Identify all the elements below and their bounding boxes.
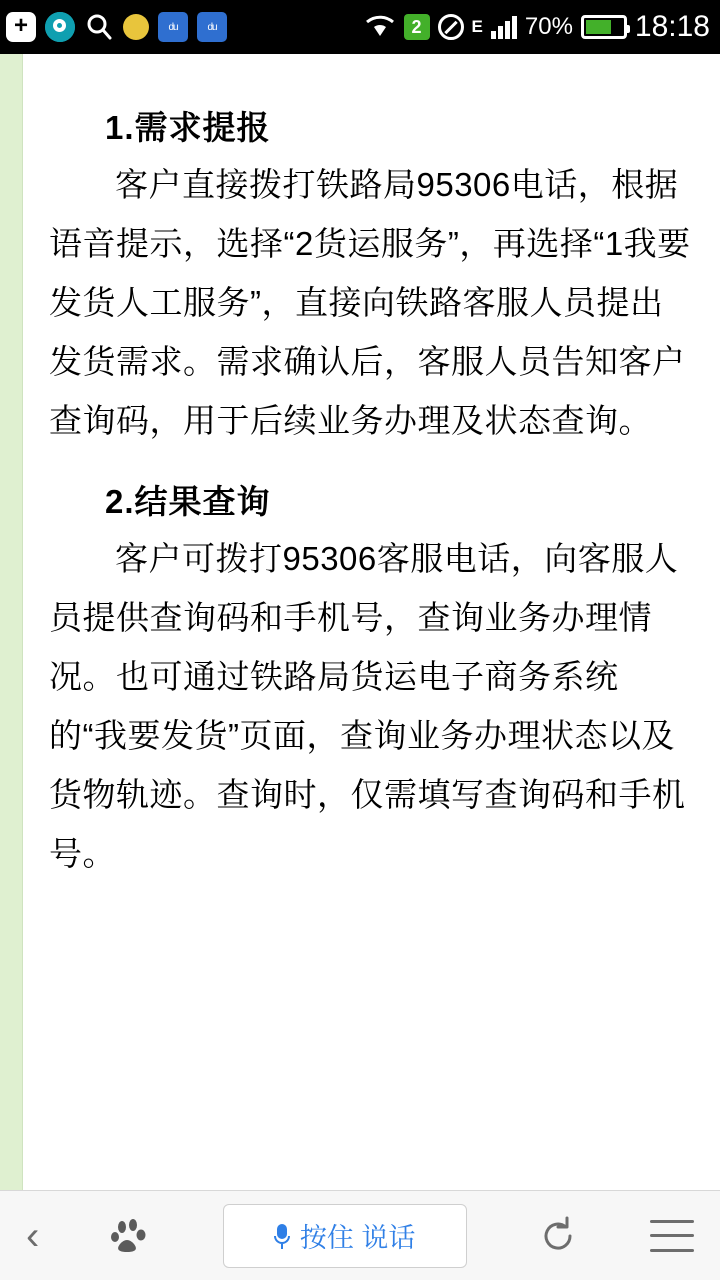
status-bar-left-icons [6, 12, 364, 42]
back-chevron-icon[interactable]: ‹ [26, 1213, 40, 1258]
battery-percent-label: 70% [524, 13, 573, 40]
signal-bars-icon [491, 15, 517, 39]
status-bar [0, 0, 720, 54]
section-2-title: 2.结果查询 [105, 483, 271, 520]
menu-icon[interactable] [650, 1220, 694, 1252]
battery-icon [581, 15, 627, 39]
section-1-title: 1.需求提报 [105, 109, 271, 146]
baidu-app-icon-2[interactable] [197, 12, 227, 42]
section-2-body: 客户可拨打95306客服电话，向客服人员提供查询码和手机号，查询业务办理情况。也可通过铁路局货运电子商务系统的“我要发货”页面，查询业务办理状态以及货物轨迹。查询时，仅需填写查询码和手机号。 [49, 540, 686, 872]
search-icon[interactable] [84, 12, 114, 42]
hold-to-speak-button[interactable] [223, 1204, 467, 1268]
add-icon[interactable]: + [6, 12, 36, 42]
baidu-app-icon-2-label: du [207, 22, 217, 33]
hold-to-speak-label: 按住 说话 [299, 1223, 416, 1253]
article-content [23, 54, 720, 1190]
baidu-app-icon-label: du [168, 22, 178, 33]
do-not-disturb-icon [438, 14, 464, 40]
left-accent-strip [0, 54, 23, 1190]
baidu-paw-icon[interactable] [109, 1216, 153, 1256]
refresh-icon[interactable] [536, 1214, 580, 1258]
sim-badge-icon: 2 [404, 14, 430, 40]
wifi-icon [364, 14, 396, 40]
status-bar-right-icons [364, 10, 710, 44]
article-page[interactable] [0, 54, 720, 1190]
app-teal-circle-icon[interactable] [45, 12, 75, 42]
microphone-icon [274, 1224, 290, 1248]
baidu-app-icon[interactable] [158, 12, 188, 42]
clock-label: 18:18 [634, 10, 710, 43]
network-type-label: E [471, 17, 483, 36]
browser-bottom-bar [0, 1190, 720, 1280]
yellow-dot-icon[interactable] [123, 14, 149, 40]
section-1-body: 客户直接拨打铁路局95306电话，根据语音提示，选择“2货运服务”，再选择“1我要发货人工服务”，直接向铁路客服人员提出发货需求。需求确认后，客服人员告知客户查询码，用于后续业务办理及状态查询。 [49, 166, 691, 439]
